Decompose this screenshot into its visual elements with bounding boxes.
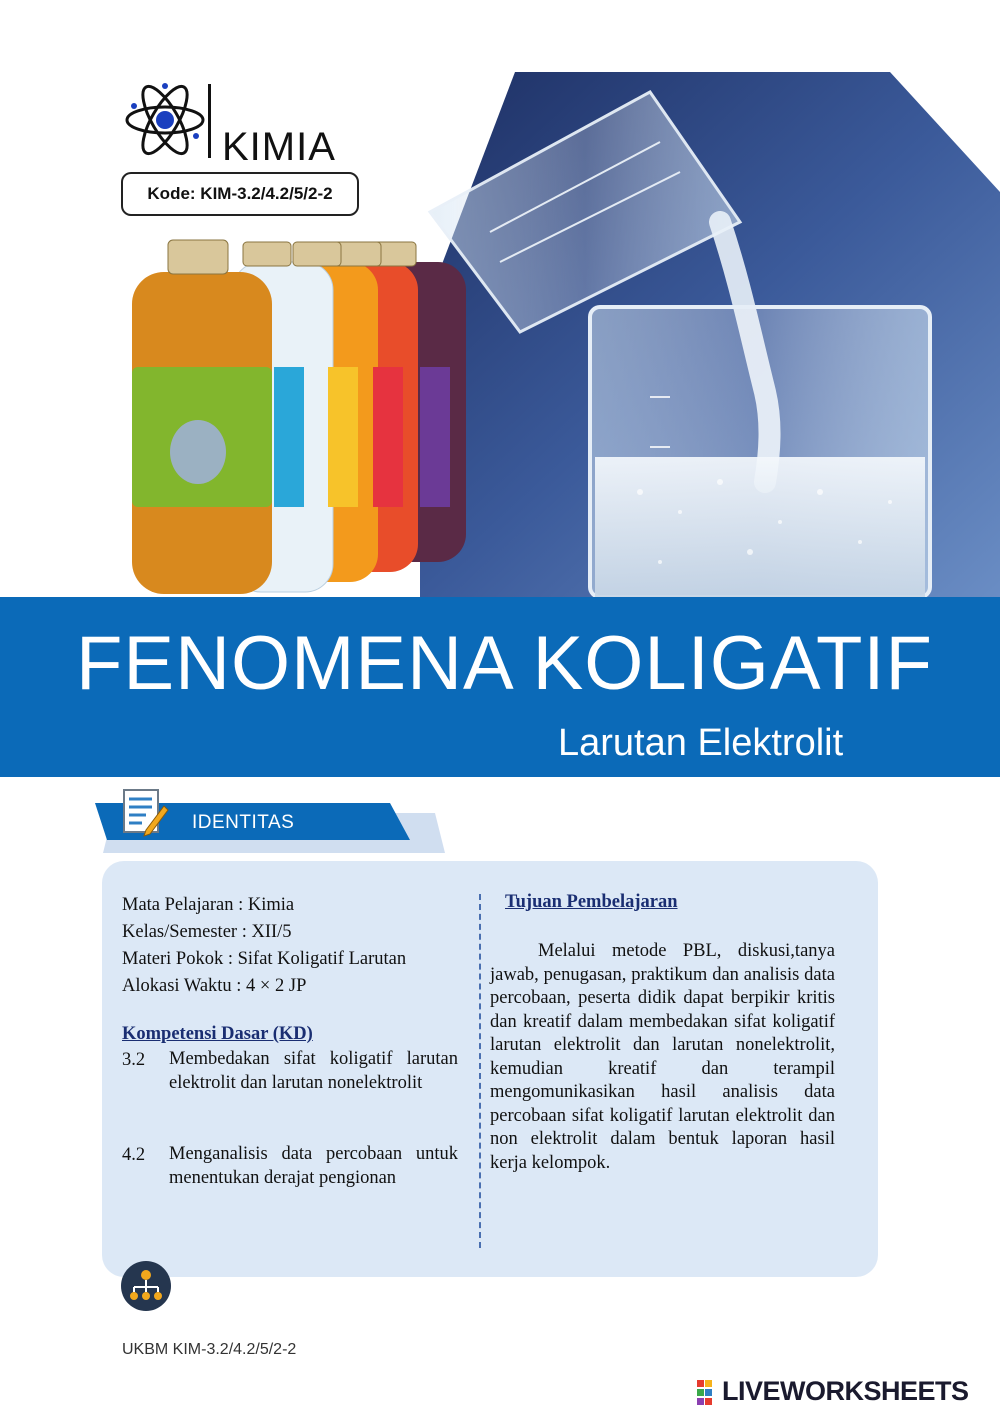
document-icon: [118, 786, 170, 838]
kd-item: [122, 1142, 458, 1190]
identity-line: Mata Pelajaran : Kimia: [122, 895, 295, 915]
kd-text: Membedakan sifat koligatif larutan elektrolit dan larutan nonelektrolit: [169, 1049, 458, 1093]
subject-title: KIMIA: [222, 125, 336, 169]
identity-line: Alokasi Waktu : 4 × 2 JP: [122, 976, 307, 996]
sub-title: Larutan Elektrolit: [558, 722, 844, 764]
kd-number: 4.2: [122, 1145, 146, 1165]
electrolyte-bottles-photo: [128, 232, 468, 597]
beaker-photo: [420, 72, 1000, 597]
learning-goal-text: Melalui metode PBL, diskusi,tanya jawab, penugasan, praktikum dan analisis data percobaan, peserta didik dapat berpikir kritis dan kreatif dalam membedakan sifat koligatif larutan elektrolit dan larutan nonelektrolit, kemudian kreatif dan terampil mengomunikasikan hasil analisis data percobaan sifat koligatif larutan elektrolit dan non elektrolit dalam bentuk laporan hasil kerja kelompok.: [490, 941, 835, 1173]
identity-block: [122, 892, 467, 1000]
liveworksheets-wordmark[interactable]: LIVEWORKSHEETS: [722, 1376, 969, 1406]
liveworksheets-logo: [697, 1380, 721, 1406]
identity-line: Materi Pokok : Sifat Koligatif Larutan: [122, 949, 407, 969]
footer-module-code: UKBM KIM-3.2/4.2/5/2-2: [122, 1341, 297, 1358]
kd-number: 3.2: [122, 1050, 146, 1070]
kd-text: Menganalisis data percobaan untuk menentukan derajat pengionan: [169, 1144, 458, 1188]
logo-divider: [208, 84, 211, 158]
section-tag-label: IDENTITAS: [192, 812, 295, 833]
kd-item: [122, 1047, 458, 1095]
identity-line: Kelas/Semester : XII/5: [122, 922, 292, 942]
learning-goal-heading: Tujuan Pembelajaran: [505, 892, 678, 912]
module-code-badge: Kode: KIM-3.2/4.2/5/2-2: [121, 172, 359, 216]
atom-icon: [124, 80, 206, 160]
main-title: FENOMENA KOLIGATIF: [76, 621, 933, 706]
hierarchy-icon: [120, 1260, 172, 1312]
kd-heading: Kompetensi Dasar (KD): [122, 1024, 313, 1044]
column-divider: [479, 894, 481, 1248]
